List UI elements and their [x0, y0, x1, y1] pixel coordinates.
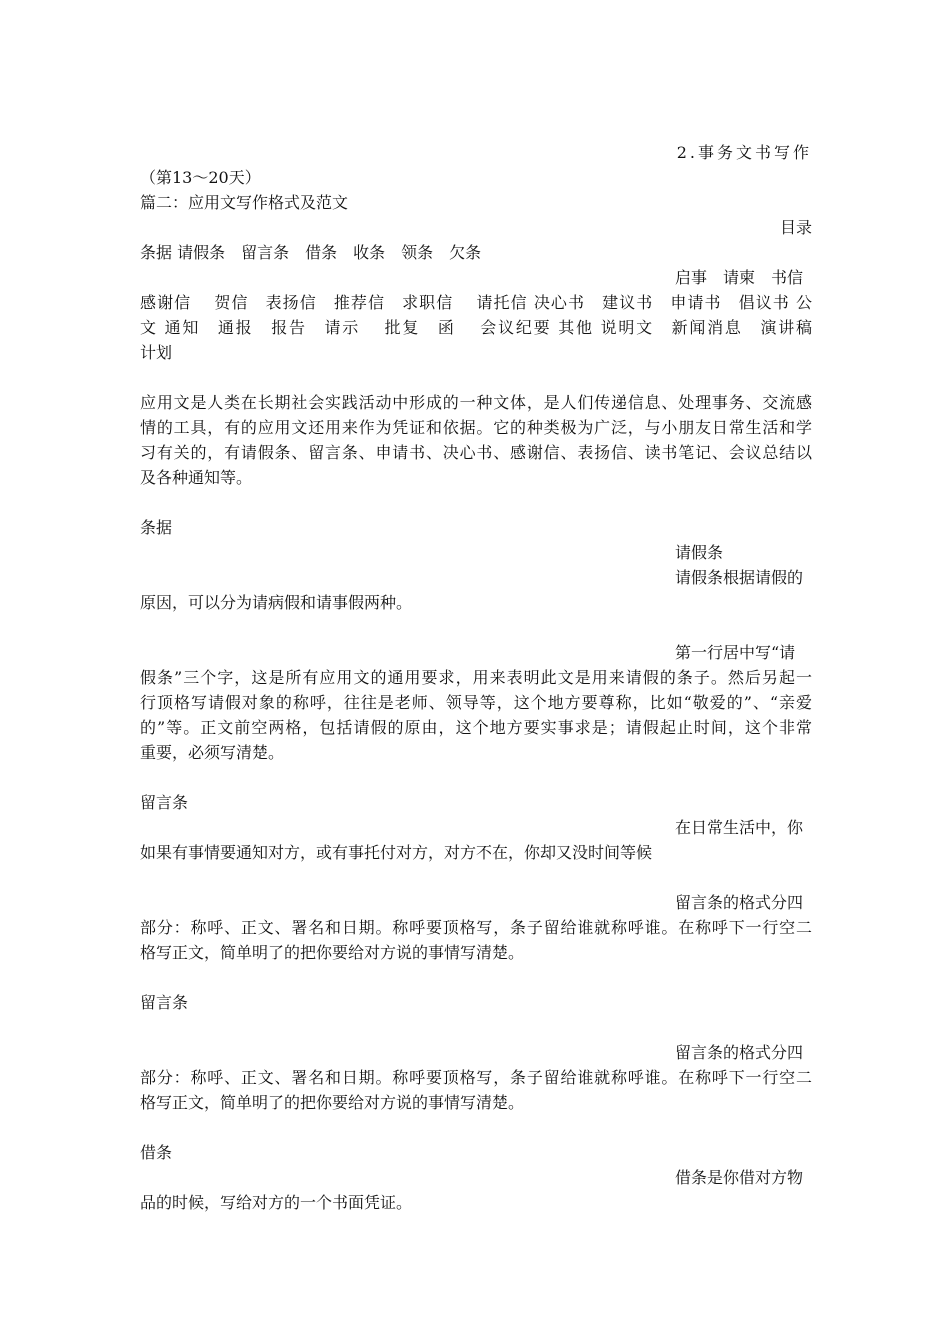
message2-p1-b: 部分：称呼、正文、署名和日期。称呼要顶格写，条子留给谁就称呼谁。在称呼下一行空二 — [140, 1068, 812, 1087]
part-title: 篇二：应用文写作格式及范文 — [140, 193, 349, 212]
leave-p1-b: 原因，可以分为请病假和请事假两种。 — [140, 593, 413, 612]
message1-p1-b: 如果有事情要通知对方，或有事托付对方，对方不在，你却又没时间等候 — [140, 843, 653, 862]
leave-p2-a: 第一行居中写“请 — [675, 643, 796, 662]
message1-p2-a: 留言条的格式分四 — [675, 893, 804, 912]
toc-line-5: 计划 — [140, 343, 173, 362]
leave-title: 请假条 — [675, 543, 724, 562]
toc-line-1: 条据 请假条 留言条 借条 收条 领条 欠条 — [140, 243, 482, 262]
notes-heading: 条据 — [140, 518, 173, 537]
days-range: （第13～20天） — [140, 168, 261, 187]
message1-p2-c: 格写正文，简单明了的把你要给对方说的事情写清楚。 — [140, 943, 525, 962]
message1-p1-a: 在日常生活中，你 — [675, 818, 804, 837]
toc-title: 目录 — [779, 218, 812, 237]
intro-line-4: 及各种通知等。 — [140, 468, 253, 487]
section-title: 2.事务文书写作 — [676, 143, 812, 162]
toc-line-2: 启事 请柬 书信 — [675, 268, 804, 287]
iou-p1-a: 借条是你借对方物 — [675, 1168, 804, 1187]
iou-heading: 借条 — [140, 1143, 173, 1162]
iou-p1-b: 品的时候，写给对方的一个书面凭证。 — [140, 1193, 413, 1212]
message2-p1-a: 留言条的格式分四 — [675, 1043, 804, 1062]
message2-heading: 留言条 — [140, 993, 189, 1012]
leave-p2-b: 假条”三个字，这是所有应用文的通用要求，用来表明此文是用来请假的条子。然后另起一 — [140, 668, 812, 687]
leave-p2-d: 的”等。正文前空两格，包括请假的原由，这个地方要实事求是；请假起止时间，这个非常 — [140, 718, 812, 737]
intro-line-2: 情的工具，有的应用文还用来作为凭证和依据。它的种类极为广泛，与小朋友日常生活和学 — [140, 418, 812, 437]
toc-line-4: 文 通知 通报 报告 请示 批复 函 会议纪要 其他 说明文 新闻消息 演讲稿 — [140, 318, 812, 337]
message2-p1-c: 格写正文，简单明了的把你要给对方说的事情写清楚。 — [140, 1093, 525, 1112]
intro-line-3: 习有关的，有请假条、留言条、申请书、决心书、感谢信、表扬信、读书笔记、会议总结以 — [140, 443, 812, 462]
message1-heading: 留言条 — [140, 793, 189, 812]
intro-line-1: 应用文是人类在长期社会实践活动中形成的一种文体，是人们传递信息、处理事务、交流感 — [140, 393, 812, 412]
leave-p1-a: 请假条根据请假的 — [675, 568, 804, 587]
leave-p2-e: 重要，必须写清楚。 — [140, 743, 285, 762]
message1-p2-b: 部分：称呼、正文、署名和日期。称呼要顶格写，条子留给谁就称呼谁。在称呼下一行空二 — [140, 918, 812, 937]
toc-line-3: 感谢信 贺信 表扬信 推荐信 求职信 请托信 决心书 建议书 申请书 倡议书 公 — [140, 293, 812, 312]
leave-p2-c: 行顶格写请假对象的称呼，往往是老师、领导等，这个地方要尊称，比如“敬爱的”、“亲爱 — [140, 693, 812, 712]
